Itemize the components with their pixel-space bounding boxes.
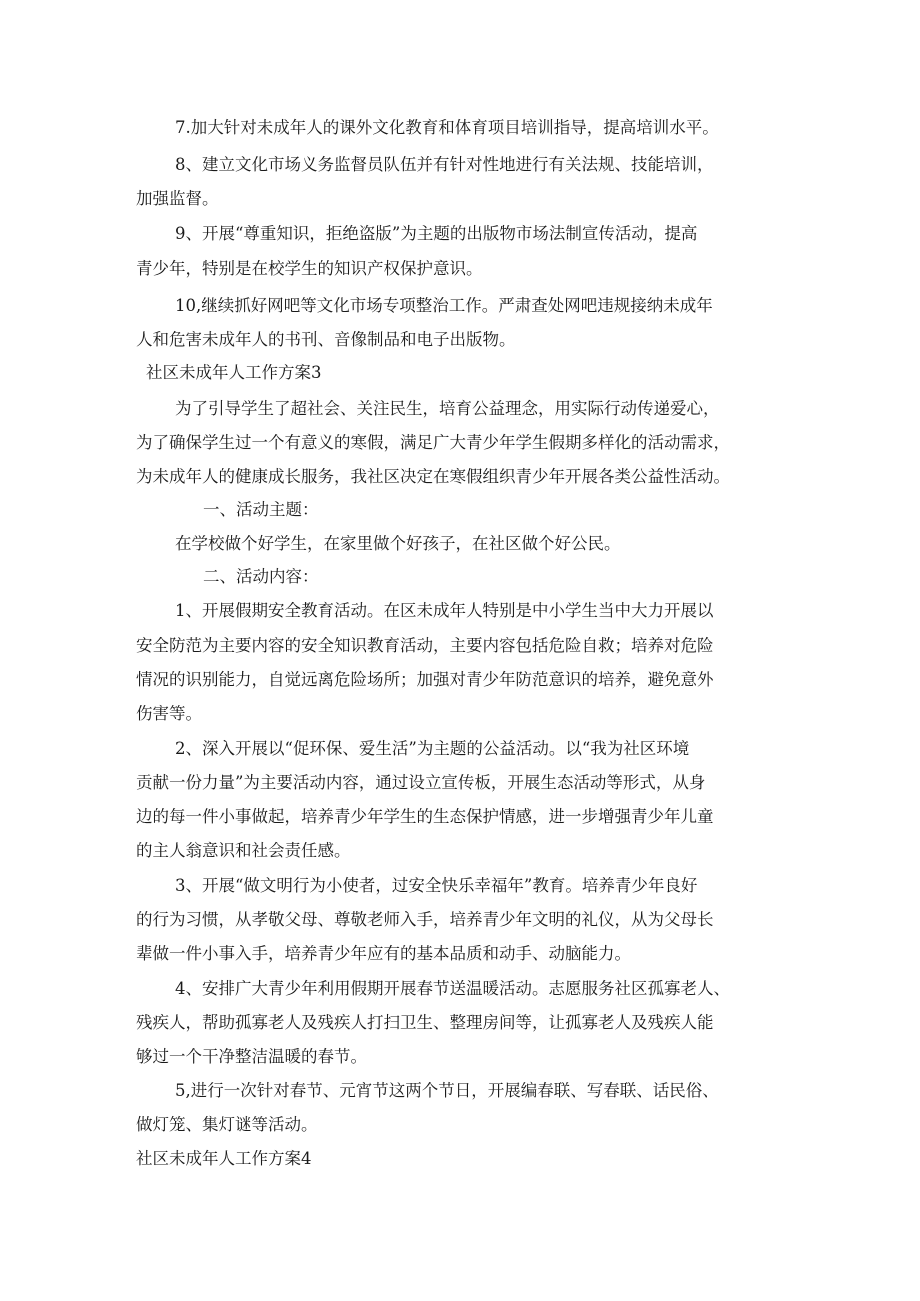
intro-line-1: 为了引导学生了超社会、关注民生，培育公益理念，用实际行动传递爱心， [175,399,720,418]
item-3-line-1: 3、开展“做文明行为小使者，过安全快乐幸福年”教育。培养青少年良好 [175,876,698,895]
item-2-line-4: 的主人翁意识和社会责任感。 [136,841,351,860]
heading-activity-content: 二、活动内容： [203,567,319,586]
paragraph-7: 7.加大针对未成年人的课外文化教育和体育项目培训指导，提高培训水平。 [175,118,719,137]
intro-line-2: 为了确保学生过一个有意义的寒假，满足广大青少年学生假期多样化的活动需求， [136,433,730,452]
section-heading-4: 社区未成年人工作方案4 [136,1149,312,1168]
item-4-line-1: 4、安排广大青少年利用假期开展春节送温暖活动。志愿服务社区孤寡老人、 [175,979,730,998]
item-4-line-2: 残疾人，帮助孤寡老人及残疾人打扫卫生、整理房间等，让孤寡老人及残疾人能 [136,1013,714,1032]
item-2-line-2: 贡献一份力量”为主要活动内容，通过设立宣传板，开展生态活动等形式，从身 [136,773,706,792]
paragraph-9-cont: 青少年，特别是在校学生的知识产权保护意识。 [136,259,483,278]
activity-theme-text: 在学校做个好学生，在家里做个好孩子，在社区做个好公民。 [175,534,621,553]
item-1-line-2: 安全防范为主要内容的安全知识教育活动，主要内容包括危险自救；培养对危险 [136,636,714,655]
item-3-line-3: 辈做一件小事入手，培养青少年应有的基本品质和动手、动脑能力。 [136,944,631,963]
heading-activity-theme: 一、活动主题： [203,500,319,519]
paragraph-10-cont: 人和危害未成年人的书刊、音像制品和电子出版物。 [136,330,516,349]
item-2-line-3: 边的每一件小事做起，培养青少年学生的生态保护情感，进一步增强青少年儿童 [136,807,714,826]
paragraph-9: 9、开展“尊重知识，拒绝盗版”为主题的出版物市场法制宣传活动，提高 [175,224,698,243]
item-3-line-2: 的行为习惯，从孝敬父母、尊敬老师入手，培养青少年文明的礼仪，从为父母长 [136,910,714,929]
item-5-line-2: 做灯笼、集灯谜等活动。 [136,1115,318,1134]
paragraph-10: 10,继续抓好网吧等文化市场专项整治工作。严肃查处网吧违规接纳未成年 [175,296,713,315]
section-heading-3: 社区未成年人工作方案3 [146,363,322,382]
intro-line-3: 为未成年人的健康成长服务，我社区决定在寒假组织青少年开展各类公益性活动。 [136,467,730,486]
item-1-line-1: 1、开展假期安全教育活动。在区未成年人特别是中小学生当中大力开展以 [175,601,714,620]
item-1-line-3: 情况的识别能力，自觉远离危险场所；加强对青少年防范意识的培养，避免意外 [136,670,714,689]
item-2-line-1: 2、深入开展以“促环保、爱生活”为主题的公益活动。以“我为社区环境 [175,739,690,758]
paragraph-8-cont: 加强监督。 [136,189,219,208]
item-1-line-4: 伤害等。 [136,704,202,723]
paragraph-8: 8、建立文化市场义务监督员队伍并有针对性地进行有关法规、技能培训， [175,155,714,174]
item-4-line-3: 够过一个干净整洁温暖的春节。 [136,1047,367,1066]
item-5-line-1: 5,进行一次针对春节、元宵节这两个节日，开展编春联、写春联、话民俗、 [175,1081,719,1100]
